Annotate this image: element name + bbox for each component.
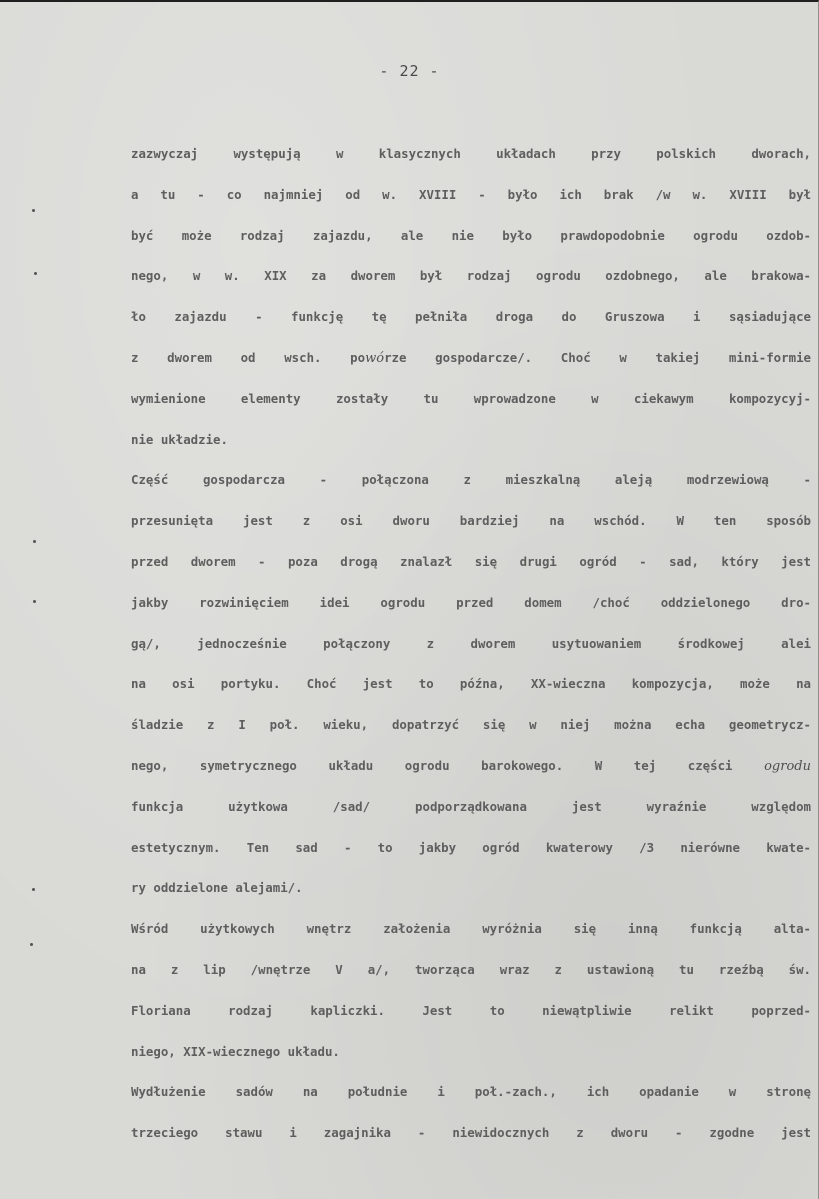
text-line: a tu - co najmniej od w. XVIII - było ich brak /w w. XVIII był <box>131 186 811 202</box>
text-line: nie układzie. <box>131 431 228 447</box>
typed-segment: nego, symetrycznego układu ogrodu barokowego. W tej części <box>131 757 733 773</box>
handwritten-addition: ogrodu <box>764 758 811 774</box>
text-line: śladzie z I poł. wieku, dopatrzyć się w niej można echa geometrycz- <box>131 717 811 733</box>
text-line: Wśród użytkowych wnętrz założenia wyróżnia się inną funkcją alta- <box>131 921 811 937</box>
text-line-with-handwritten-addition <box>131 746 811 787</box>
text-line: zazwyczaj występują w klasycznych układach przy polskich dworach, <box>131 146 811 161</box>
text-line: Floriana rodzaj kapliczki. Jest to niewątpliwie relikt poprzed- <box>131 1002 811 1018</box>
margin-punch-mark <box>34 272 37 275</box>
text-line: trzeciego stawu i zagajnika - niewidocznych z dworu - zgodne jest <box>131 1125 811 1141</box>
page-number: - 22 - <box>379 62 440 80</box>
margin-punch-mark <box>33 540 36 543</box>
text-line: Wydłużenie sadów na południe i poł.-zach., ich opadanie w stronę <box>131 1084 811 1100</box>
text-line: ry oddzielone alejami/. <box>131 880 303 896</box>
text-line: przesunięta jest z osi dworu bardziej na wschód. W ten sposób <box>131 513 811 529</box>
text-line: nego, w w. XIX za dworem był rodzaj ogrodu ozdobnego, ale brakowa- <box>131 268 811 284</box>
text-line: gą/, jednocześnie połączony z dworem usytuowaniem środkowej alei <box>131 635 811 651</box>
text-line: Część gospodarcza - połączona z mieszkalną aleją modrzewiową - <box>131 472 811 488</box>
text-line: być może rodzaj zajazdu, ale nie było prawdopodobnie ogrodu ozdob- <box>131 227 811 243</box>
typed-text-body <box>131 134 811 1154</box>
text-line: ło zajazdu - funkcję tę pełniła droga do Gruszowa i sąsiadujące <box>131 309 811 325</box>
text-line: na osi portyku. Choć jest to późna, XX-wieczna kompozycja, może na <box>131 676 811 692</box>
text-line-with-handwritten-correction: z dworem od wsch. powórze gospodarcze/. Choć w takiej mini-formie <box>131 349 811 366</box>
margin-punch-mark <box>33 600 36 603</box>
text-line: wymienione elementy zostały tu wprowadzone w ciekawym kompozycyj- <box>131 390 811 406</box>
margin-punch-mark <box>32 888 35 891</box>
text-line: na z lip /wnętrze V a/, tworząca wraz z ustawioną tu rzeźbą św. <box>131 961 811 977</box>
text-line: jakby rozwinięciem idei ogrodu przed domem /choć oddzielonego dro- <box>131 594 811 610</box>
text-line: przed dworem - poza drogą znalazł się drugi ogród - sad, który jest <box>131 553 811 569</box>
margin-punch-mark <box>30 943 33 946</box>
text-line: niego, XIX-wiecznego układu. <box>131 1043 340 1059</box>
margin-punch-mark <box>32 209 35 212</box>
text-line: funkcja użytkowa /sad/ podporządkowana jest wyraźnie względom <box>131 798 811 814</box>
handwritten-correction: wó <box>365 350 385 366</box>
text-line: estetycznym. Ten sad - to jakby ogród kwaterowy /3 nierówne kwate- <box>131 839 811 855</box>
